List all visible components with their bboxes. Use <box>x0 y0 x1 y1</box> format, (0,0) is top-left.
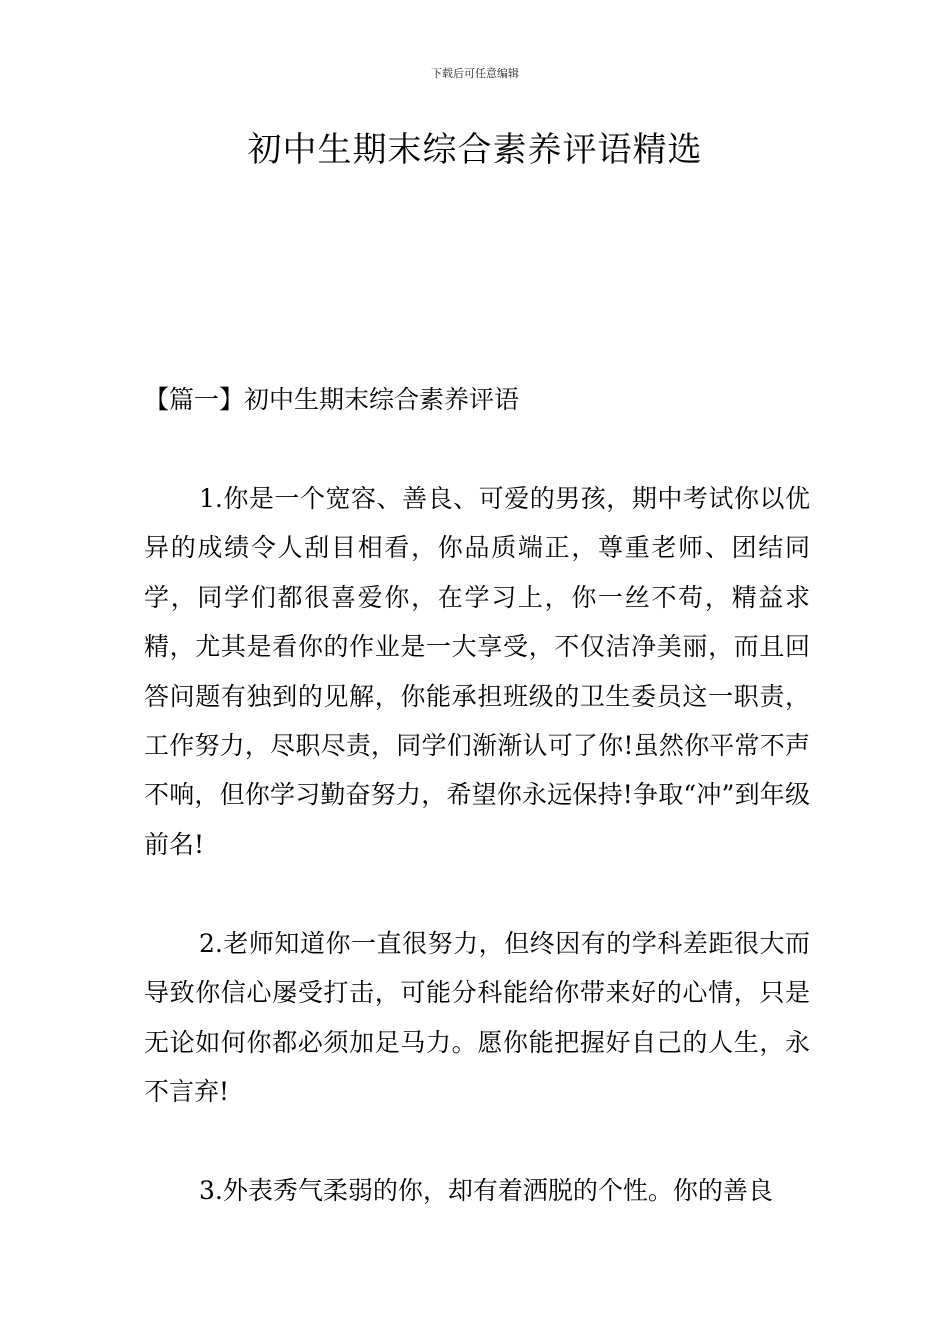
document-title: 初中生期末综合素养评语精选 <box>247 130 703 170</box>
paragraph-3: 3.外表秀气柔弱的你，却有着洒脱的个性。你的善良 <box>199 1176 773 1205</box>
paragraph-2: 2.老师知道你一直很努力，但终因有的学科差距很大而导致你信心屡受打击，可能分科能给你带来好的心情，只是无论如何你都必须加足马力。愿你能把握好自己的人生，永不言弃! <box>144 929 810 1107</box>
header-note: 下载后可任意编辑 <box>431 67 519 80</box>
paragraph-1: 1.你是一个宽容、善良、可爱的男孩，期中考试你以优异的成绩令人刮目相看，你品质端正，尊重老师、团结同学，同学们都很喜爱你，在学习上，你一丝不苟，精益求精，尤其是看你的作业是一大享受，不仅洁净美丽，而且回答问题有独到的见解，你能承担班级的卫生委员这一职责，工作努力，尽职尽责，同学们渐渐认可了你!虽然你平常不声不响，但你学习勤奋努力，希望你永远保持!争取“冲”到年级前名! <box>144 484 810 859</box>
section-heading: 【篇一】初中生期末综合素养评语 <box>144 385 520 414</box>
